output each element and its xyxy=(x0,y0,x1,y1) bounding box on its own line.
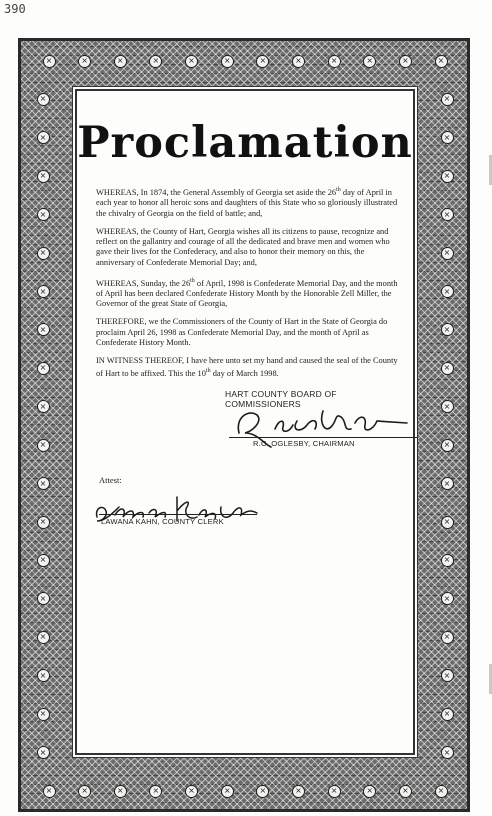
paragraph-1: WHEREAS, In 1874, the General Assembly of Georgia set aside the 26th day of April in each year to honor all heroic sons and daughters of this State who so gloriously illustrated the chivalry of Georgia on the field of battle; and, xyxy=(96,187,398,218)
border-motif-icon: × xyxy=(441,439,454,452)
border-motif-icon: × xyxy=(37,516,50,529)
border-motif-icon: × xyxy=(441,516,454,529)
border-motif-icon: × xyxy=(441,247,454,260)
border-motif-icon: × xyxy=(37,439,50,452)
border-motif-icon: × xyxy=(441,131,454,144)
border-motif-icon: × xyxy=(43,785,56,798)
border-motif-icon: × xyxy=(256,55,269,68)
border-motif-icon: × xyxy=(399,785,412,798)
border-motif-icon: × xyxy=(441,554,454,567)
border-motif-icon: × xyxy=(441,362,454,375)
board-name: HART COUNTY BOARD OF COMMISSIONERS xyxy=(225,389,337,409)
border-motif-icon: × xyxy=(441,746,454,759)
border-motif-icon: × xyxy=(292,785,305,798)
proclamation-panel xyxy=(77,91,413,753)
border-motif-icon: × xyxy=(363,55,376,68)
paragraph-4: THEREFORE, we the Commissioners of the County of Hart in the State of Georgia do proclaim April 26, 1998 as Confederate Memorial Day, and the month of April as Confederate History Month. xyxy=(96,317,388,347)
border-motif-icon: × xyxy=(328,55,341,68)
border-motif-icon: × xyxy=(441,93,454,106)
border-motif-icon: × xyxy=(37,93,50,106)
border-motif-icon: × xyxy=(37,362,50,375)
border-motif-icon: × xyxy=(441,285,454,298)
border-motif-icon: × xyxy=(37,708,50,721)
border-motif-icon: × xyxy=(435,55,448,68)
border-motif-icon: × xyxy=(435,785,448,798)
border-motif-icon: × xyxy=(114,55,127,68)
border-motif-icon: × xyxy=(292,55,305,68)
border-motif-icon: × xyxy=(185,785,198,798)
border-motif-icon: × xyxy=(441,669,454,682)
chairman-signature-line xyxy=(229,437,417,438)
border-motif-icon: × xyxy=(363,785,376,798)
attest-label: Attest: xyxy=(99,475,122,485)
border-motif-icon: × xyxy=(441,400,454,413)
proclamation-body xyxy=(96,185,398,387)
page-number: 390 xyxy=(4,2,26,16)
border-motif-icon: × xyxy=(37,477,50,490)
border-motif-icon: × xyxy=(78,55,91,68)
border-motif-icon: × xyxy=(78,785,91,798)
border-motif-icon: × xyxy=(441,708,454,721)
border-motif-icon: × xyxy=(256,785,269,798)
border-motif-icon: × xyxy=(37,131,50,144)
border-motif-icon: × xyxy=(441,592,454,605)
border-motif-icon: × xyxy=(37,669,50,682)
paragraph-3: WHEREAS, Sunday, the 26th of April, 1998 is Confederate Memorial Day, and the month of April has been declared Confederate History Month by the Honorable Zell Miller, the Governor of the great State of Georgia, xyxy=(96,277,398,309)
border-motif-icon: × xyxy=(37,208,50,221)
border-motif-icon: × xyxy=(37,247,50,260)
border-motif-icon: × xyxy=(441,323,454,336)
border-motif-icon: × xyxy=(149,55,162,68)
border-motif-icon: × xyxy=(149,785,162,798)
border-motif-icon: × xyxy=(441,631,454,644)
border-motif-icon: × xyxy=(399,55,412,68)
border-motif-icon: × xyxy=(441,170,454,183)
border-motif-icon: × xyxy=(37,746,50,759)
border-motif-icon: × xyxy=(114,785,127,798)
border-motif-icon: × xyxy=(441,208,454,221)
clerk-signature-line xyxy=(99,514,257,515)
border-motif-icon: × xyxy=(37,592,50,605)
border-motif-icon: × xyxy=(185,55,198,68)
paragraph-2: WHEREAS, the County of Hart, Georgia wishes all its citizens to pause, recognize and reflect on the gallantry and courage of all the dedicated and brave men and women who gave their lives for the Confederacy, and also to honor their memory on this, the anniversary of Confederate Memorial Day; and, xyxy=(96,226,390,267)
border-motif-icon: × xyxy=(221,55,234,68)
document-title: Proclamation xyxy=(77,118,413,168)
border-motif-icon: × xyxy=(37,285,50,298)
border-motif-icon: × xyxy=(43,55,56,68)
chairman-name: R.C. OGLESBY, CHAIRMAN xyxy=(253,439,355,448)
border-motif-icon: × xyxy=(37,400,50,413)
paragraph-5: IN WITNESS THEREOF, I have here unto set my hand and caused the seal of the County of Hart to be affixed. This the 10th day of March 1998. xyxy=(96,355,398,379)
border-motif-icon: × xyxy=(37,631,50,644)
border-motif-icon: × xyxy=(37,554,50,567)
border-motif-icon: × xyxy=(328,785,341,798)
clerk-name: LAWANA KAHN, COUNTY CLERK xyxy=(101,517,224,526)
border-motif-icon: × xyxy=(37,170,50,183)
border-motif-icon: × xyxy=(441,477,454,490)
border-motif-icon: × xyxy=(221,785,234,798)
border-motif-icon: × xyxy=(37,323,50,336)
